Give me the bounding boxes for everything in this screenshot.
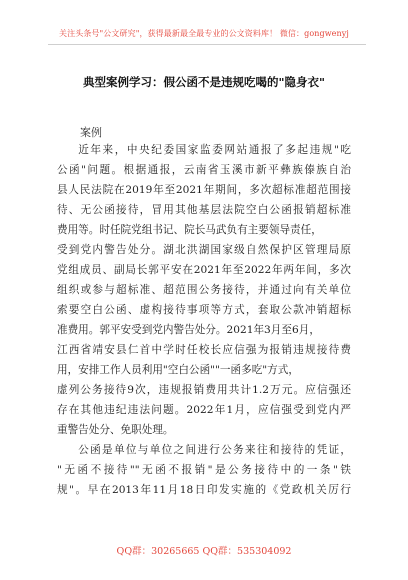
body-line: "无函不接待""无函不报销"是公务接待中的一条"铁 bbox=[57, 464, 351, 476]
body-line: 规"。早在2013年11月18日印发实施的《党政机关厉行 bbox=[57, 484, 351, 496]
body-line: 虚列公务接待9次，违规报销费用共计1.2万元。应信强还 bbox=[57, 384, 351, 396]
body-line: 准费用。郭平安受到党内警告处分。2021年3月至6月， bbox=[57, 324, 320, 336]
body-line: 近年来，中央纪委国家监委网站通报了多起违规"吃 bbox=[78, 144, 351, 156]
body-line: 受到党内警告处分。湖北洪湖国家级自然保护区管理局原 bbox=[57, 244, 351, 256]
header-divider bbox=[48, 44, 366, 45]
body-text bbox=[57, 140, 351, 500]
section-heading: 案例 bbox=[80, 126, 102, 139]
body-line: 公函是单位与单位之间进行公务来往和接待的凭证， bbox=[78, 444, 351, 456]
body-line: 公函"问题。根据通报，云南省玉溪市新平彝族傣族自治 bbox=[57, 164, 351, 176]
body-line: 县人民法院在2019年至2021年期间，多次超标准超范围接 bbox=[57, 184, 351, 196]
body-line: 待、无公函接待，冒用其他基层法院空白公函报销超标准 bbox=[57, 204, 351, 216]
body-line: 组织或参与超标准、超范围公务接待，并通过向有关单位 bbox=[57, 284, 351, 296]
body-line: 存在其他违纪违法问题。2022年1月，应信强受到党内严 bbox=[57, 404, 351, 416]
document-title: 典型案例学习：假公函不是违规吃喝的"隐身衣" bbox=[83, 75, 325, 89]
body-line: 费用等。时任院党组书记、院长马武负有主要领导责任， bbox=[57, 224, 322, 236]
body-line: 用，安排工作人员利用"空白公函""一函多吃"方式， bbox=[57, 364, 299, 376]
header-banner: 关注头条号"公文研究"，获得最新最全最专业的公文资料库！ 微信：gongwenyj bbox=[59, 29, 349, 38]
body-line: 江西省靖安县仁首中学时任校长应信强为报销违规接待费 bbox=[57, 344, 351, 356]
body-line: 重警告处分、免职处理。 bbox=[57, 424, 174, 436]
body-line: 党组成员、副局长郭平安在2021年至2022年两年间，多次 bbox=[57, 264, 351, 276]
body-line: 索要空白公函、虚构接待事项等方式，套取公款冲销超标 bbox=[57, 304, 351, 316]
footer-contact: QQ群：30265665 QQ群：535304092 bbox=[116, 546, 292, 557]
